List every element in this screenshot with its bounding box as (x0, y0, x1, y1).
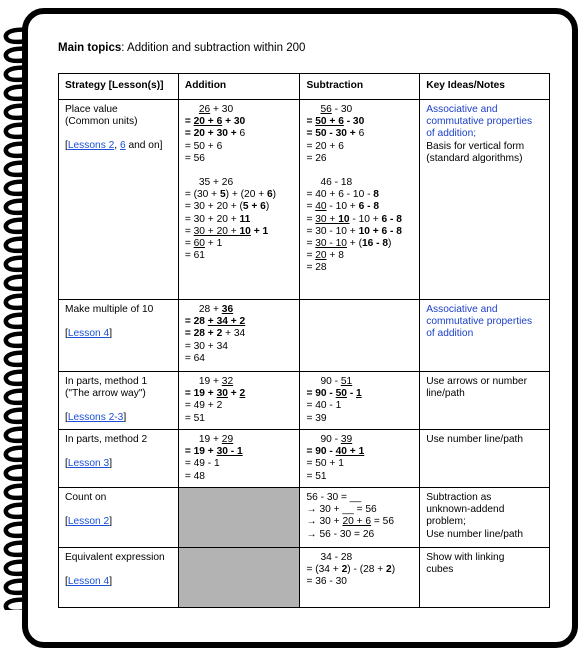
notes-cell: Subtraction as unknown-addend problem; Use number line/path (420, 488, 550, 548)
addition-cell: 28 + 36 = 28 + 34 + 2 = 28 + 2 + 34 = 30 + 34 = 64 (178, 300, 300, 372)
addition-cell-shaded (178, 548, 300, 608)
col-header-notes: Key Ideas/Notes (420, 74, 550, 100)
subtraction-cell: 90 - 39 = 90 - 40 + 1 = 50 + 1 = 51 (300, 430, 420, 488)
notes-cell: Show with linking cubes (420, 548, 550, 608)
strategy-cell: In parts, method 2 [Lesson 3] (59, 430, 179, 488)
table-row (59, 372, 550, 430)
strategy-cell: Make multiple of 10 [Lesson 4] (59, 300, 179, 372)
strategy-cell: Equivalent expression [Lesson 4] (59, 548, 179, 608)
addition-cell: 19 + 29 = 19 + 30 - 1 = 49 - 1 = 48 (178, 430, 300, 488)
lesson-link[interactable]: 6 (119, 140, 126, 152)
strategy-cell: Place value (Common units) [Lessons 2, 6 and on] (59, 100, 179, 300)
table-row (59, 300, 550, 372)
subtraction-cell: 34 - 28 = (34 + 2) - (28 + 2) = 36 - 30 (300, 548, 420, 608)
page-title: Main topics: Addition and subtraction within 200 (58, 42, 306, 54)
subtraction-cell: 90 - 51 = 90 - 50 - 1 = 40 - 1 = 39 (300, 372, 420, 430)
col-header-subtraction: Subtraction (300, 74, 420, 100)
table-header-row (59, 74, 550, 100)
lesson-link[interactable]: Lesson 4 (67, 328, 110, 340)
lesson-link[interactable]: Lesson 2 (67, 516, 110, 528)
notes-cell: Use arrows or number line/path (420, 372, 550, 430)
col-header-addition: Addition (178, 74, 300, 100)
lesson-link[interactable]: Lessons 2 (67, 140, 115, 152)
table-row (59, 488, 550, 548)
lesson-link[interactable]: Lesson 4 (67, 576, 110, 588)
subtraction-cell (300, 300, 420, 372)
strategy-cell: In parts, method 1 ("The arrow way") [Lessons 2-3] (59, 372, 179, 430)
lesson-link[interactable]: Lesson 3 (67, 458, 110, 470)
lesson-link[interactable]: Lessons 2-3 (67, 412, 124, 424)
addition-cell: 26 + 30 = 20 + 6 + 30 = 20 + 30 + 6 = 50 + 6 = 56 35 + 26 = (30 + 5) + (20 + 6) = 30 + 20 + (5 + 6) = 30 + 20 + 11 = 30 + 20 + 10 + 1 = 60 + 1 = 61 (178, 100, 300, 300)
notes-cell: Associative and commutative properties of addition (420, 300, 550, 372)
strategy-cell: Count on [Lesson 2] (59, 488, 179, 548)
table-row (59, 100, 550, 300)
addition-cell: 19 + 32 = 19 + 30 + 2 = 49 + 2 = 51 (178, 372, 300, 430)
col-header-strategy: Strategy [Lesson(s)] (59, 74, 179, 100)
strategies-table (58, 73, 550, 608)
notes-cell: Associative and commutative properties of addition; Basis for vertical form (standard algorithms) (420, 100, 550, 300)
table-row (59, 430, 550, 488)
notes-cell: Use number line/path (420, 430, 550, 488)
table-row (59, 548, 550, 608)
subtraction-cell: 56 - 30 = 50 + 6 - 30 = 50 - 30 + 6 = 20 + 6 = 26 46 - 18 = 40 + 6 - 10 - 8 = 40 - 10 + 6 - 8 = 30 + 10 - 10 + 6 - 8 = 30 - 10 + 10 + 6 - 8 = 30 - 10 + (16 - 8) = 20 + 8 = 28 (300, 100, 420, 300)
addition-cell-shaded (178, 488, 300, 548)
subtraction-cell: 56 - 30 = __ → 30 + __ = 56 → 30 + 20 + 6 = 56 → 56 - 30 = 26 (300, 488, 420, 548)
